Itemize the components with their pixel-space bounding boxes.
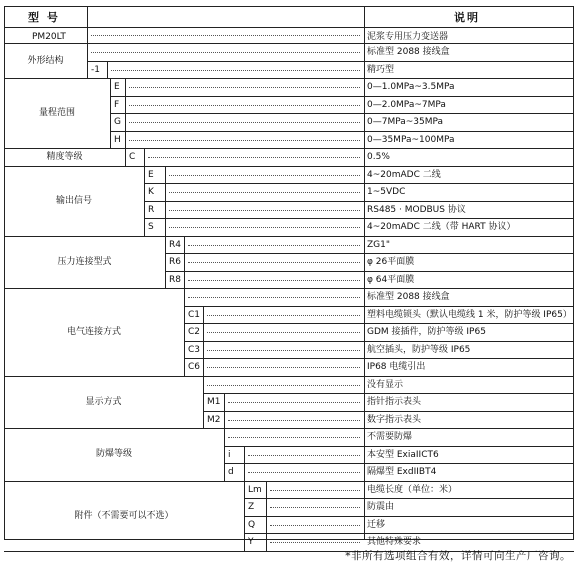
group-name: 压力连接型式 — [57, 256, 112, 267]
leader-dots — [148, 157, 360, 158]
model-column-divider — [87, 6, 88, 43]
code-cell-divider — [125, 78, 126, 96]
footnote: *非所有选项组合有效，详情可向生产厂咨询。 — [345, 550, 571, 562]
leader-dots — [248, 455, 360, 456]
row-divider — [87, 61, 574, 62]
row-divider — [184, 341, 574, 342]
leader-dots — [228, 437, 360, 438]
leader-dots — [188, 280, 360, 281]
group-divider — [4, 481, 574, 482]
group-name: 精度等级 — [46, 151, 83, 162]
option-code: E — [148, 169, 154, 180]
code-cell-divider — [203, 306, 204, 324]
code-cell-divider — [165, 218, 166, 236]
group-name: 防爆等级 — [95, 449, 132, 460]
option-description: 4~20mADC 二线 — [367, 169, 441, 180]
option-description: ZG1" — [367, 239, 391, 250]
group-name-divider — [125, 148, 126, 166]
option-description: 0—1.0MPa~3.5MPa — [367, 82, 455, 92]
row-divider — [110, 113, 574, 114]
code-cell-divider — [266, 516, 267, 534]
option-code: R4 — [169, 239, 181, 250]
leader-dots — [270, 490, 360, 491]
row-divider — [144, 183, 574, 184]
code-cell-divider — [244, 463, 245, 481]
option-code: C1 — [188, 309, 201, 320]
option-code: S — [148, 222, 154, 232]
row-divider — [224, 463, 574, 464]
option-description: 其他特殊要求 — [367, 537, 422, 547]
option-code: R — [148, 204, 155, 215]
group-name: 显示方式 — [85, 396, 122, 407]
code-cell-divider — [244, 446, 245, 464]
option-description: 0—35MPa~100MPa — [367, 134, 455, 145]
leader-dots — [248, 472, 360, 473]
option-description: 标准型 2088 接线盒 — [367, 292, 450, 302]
leader-dots — [188, 297, 360, 298]
code-cell-divider — [224, 393, 225, 411]
group-name: 附件（不需要可以不选） — [74, 510, 174, 521]
option-description: 0.5% — [367, 152, 390, 162]
code-cell-divider — [266, 481, 267, 499]
model-leader — [91, 35, 360, 36]
option-code: C6 — [188, 362, 201, 372]
row-divider — [224, 446, 574, 447]
option-code: C3 — [188, 344, 201, 355]
group-divider — [4, 428, 574, 429]
option-code: Lm — [248, 484, 262, 495]
option-description: 迁移 — [367, 519, 386, 530]
model-row-divider — [4, 43, 574, 44]
option-description: IP68 电缆引出 — [367, 362, 426, 372]
option-code: Y — [248, 537, 254, 547]
option-description: 本安型 ExiaIICT6 — [367, 449, 439, 460]
group-divider — [4, 148, 574, 149]
model-description: 泥浆专用压力变送器 — [367, 32, 449, 42]
option-description: 隔爆型 ExdIIBT4 — [367, 467, 437, 477]
option-description: 不需要防爆 — [367, 432, 413, 442]
code-cell-divider — [165, 166, 166, 184]
row-divider — [144, 201, 574, 202]
row-divider — [184, 306, 574, 307]
option-description: 标准型 2088 接线盒 — [367, 47, 450, 57]
group-name: 电气连接方式 — [66, 326, 121, 337]
option-code: E — [114, 82, 120, 92]
group-divider — [4, 236, 574, 237]
code-cell-divider — [203, 323, 204, 341]
code-cell-divider — [125, 113, 126, 131]
option-description: 1~5VDC — [367, 187, 406, 197]
group-name-divider — [184, 288, 185, 376]
option-code: H — [114, 134, 121, 145]
header-divider — [4, 27, 574, 28]
code-cell-divider — [125, 96, 126, 114]
group-divider — [4, 376, 574, 377]
option-code: G — [114, 117, 121, 127]
option-code: C2 — [188, 327, 201, 337]
row-divider — [244, 516, 574, 517]
option-description: GDM 接插件，防护等级 IP65 — [367, 327, 486, 337]
leader-dots — [129, 140, 360, 141]
option-code: F — [114, 99, 120, 110]
code-cell-divider — [266, 498, 267, 516]
option-description: 0—7MPa~35MPa — [367, 117, 444, 127]
code-cell-divider — [184, 271, 185, 289]
group-name: 量程范围 — [38, 108, 75, 118]
row-divider — [110, 131, 574, 132]
group-divider — [4, 78, 574, 79]
code-cell-divider — [125, 131, 126, 149]
option-description: 电缆长度（单位：米） — [367, 484, 458, 495]
code-cell-divider — [184, 253, 185, 271]
code-cell-divider — [266, 533, 267, 551]
leader-dots — [228, 402, 360, 403]
leader-dots — [207, 350, 360, 351]
group-divider — [4, 288, 574, 289]
option-description: 航空插头，防护等级 IP65 — [367, 344, 471, 355]
leader-dots — [169, 210, 360, 211]
leader-dots — [91, 52, 360, 53]
option-code: Z — [248, 502, 255, 512]
leader-dots — [207, 332, 360, 333]
option-description: 塑料电缆锁头（默认电缆线 1 米，防护等级 IP65） — [367, 309, 572, 320]
description-column-divider — [364, 6, 365, 540]
group-divider — [4, 166, 574, 167]
leader-dots — [228, 420, 360, 421]
code-cell-divider — [107, 61, 108, 79]
group-name: 输出信号 — [55, 195, 92, 206]
option-description: 指针指示表头 — [367, 397, 422, 407]
option-description: 数字指示表头 — [367, 414, 422, 425]
leader-dots — [111, 70, 360, 71]
group-name-divider — [224, 428, 225, 481]
option-description: 没有显示 — [367, 379, 404, 390]
row-divider — [165, 253, 574, 254]
option-description: 防震由 — [367, 502, 395, 512]
row-divider — [144, 218, 574, 219]
header-description: 说明 — [454, 11, 480, 24]
leader-dots — [207, 315, 360, 316]
row-divider — [165, 271, 574, 272]
header-model: 型 号 — [28, 11, 60, 24]
leader-dots — [270, 542, 360, 543]
option-code: d — [228, 467, 234, 477]
leader-dots — [169, 192, 360, 193]
option-code: -1 — [91, 64, 100, 75]
group-name-divider — [203, 376, 204, 429]
option-code: C — [129, 152, 136, 162]
option-code: M2 — [207, 414, 221, 425]
row-divider — [244, 498, 574, 499]
option-description: 4~20mADC 二线（带 HART 协议） — [367, 222, 516, 232]
group-name-divider — [165, 236, 166, 289]
leader-dots — [169, 227, 360, 228]
option-description: φ 26平面膜 — [367, 257, 415, 267]
code-cell-divider — [165, 183, 166, 201]
row-divider — [110, 96, 574, 97]
leader-dots — [270, 507, 360, 508]
option-code: R8 — [169, 274, 181, 285]
leader-dots — [270, 525, 360, 526]
leader-dots — [169, 175, 360, 176]
code-cell-divider — [203, 358, 204, 376]
model-code: PM20LT — [32, 32, 66, 42]
option-code: K — [148, 187, 154, 197]
leader-dots — [188, 245, 360, 246]
row-divider — [184, 358, 574, 359]
option-description: φ 64平面膜 — [367, 274, 415, 285]
code-cell-divider — [203, 341, 204, 359]
option-description: RS485 · MODBUS 协议 — [367, 204, 466, 215]
row-divider — [203, 411, 574, 412]
leader-dots — [129, 87, 360, 88]
leader-dots — [129, 105, 360, 106]
code-cell-divider — [144, 148, 145, 166]
group-name: 外形结构 — [27, 55, 64, 66]
code-cell-divider — [165, 201, 166, 219]
row-divider — [203, 393, 574, 394]
option-description: 精巧型 — [367, 64, 395, 75]
option-code: i — [228, 449, 231, 460]
option-code: R6 — [169, 257, 181, 267]
row-divider — [184, 323, 574, 324]
option-code: M1 — [207, 397, 221, 407]
leader-dots — [207, 385, 360, 386]
option-description: 0—2.0MPa~7MPa — [367, 99, 446, 110]
row-divider — [244, 533, 574, 534]
code-cell-divider — [224, 411, 225, 429]
code-cell-divider — [184, 236, 185, 254]
option-code: Q — [248, 519, 256, 530]
leader-dots — [129, 122, 360, 123]
leader-dots — [207, 367, 360, 368]
leader-dots — [188, 262, 360, 263]
